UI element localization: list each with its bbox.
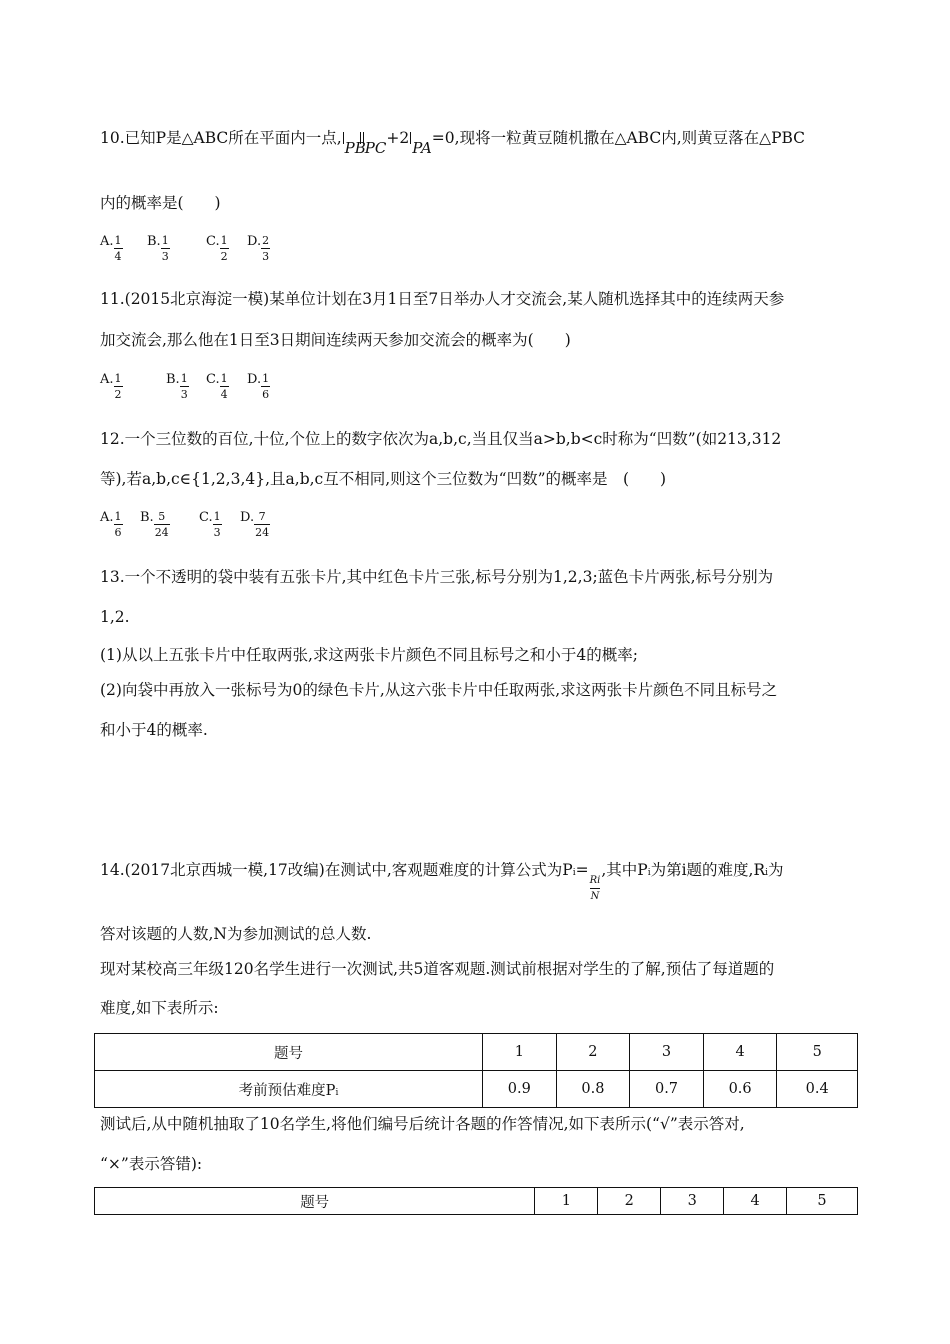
table-cell: 3 [661,1188,724,1215]
option-c: C. $\frac{1}{4}$ [206,372,228,401]
vector-pc: PC [364,139,387,157]
option-a: A. $\frac{1}{2}$ [100,372,122,401]
q13-line1: 13.一个不透明的袋中装有五张卡片,其中红色卡片三张,标号分别为1,2,3;蓝色卡片两张,标号分别为 [100,568,774,586]
q14-line4: 难度,如下表所示: [100,999,219,1017]
option-b: B. $\frac{1}{3}$ [166,372,188,401]
row-label-cell: 考前预估难度Pi [95,1071,483,1108]
option-d: D. $\frac{7}{24}$ [240,510,270,539]
q10-line2: 内的概率是( ) [100,194,221,212]
table-cell: 2 [556,1034,630,1071]
option-b: B. $\frac{5}{24}$ [140,510,169,539]
q14-line1: 14.(2017北京西城一模,17改编)在测试中,客观题难度的计算公式为Pi= $\frac{Ri}{N}$ ,其中Pi为第i题的难度,Ri为 [100,861,784,902]
q11-line1: 11.(2015北京海淀一模)某单位计划在3月1日至7日举办人才交流会,某人随机选择其中的连续两天参 [100,290,785,308]
option-c: C. $\frac{1}{2}$ [206,234,228,263]
table-row [95,1188,858,1215]
q10-text-a: 10.已知P是△ABC所在平面内一点, [100,129,342,147]
q13-part1: (1)从以上五张卡片中任取两张,求这两张卡片颜色不同且标号之和小于4的概率; [100,646,638,664]
option-c: C. $\frac{1}{3}$ [199,510,221,539]
q11-line2: 加交流会,那么他在1日至3日期间连续两天参加交流会的概率为( ) [100,331,571,349]
table-cell: 1 [483,1034,557,1071]
q14-line5: 测试后,从中随机抽取了10名学生,将他们编号后统计各题的作答情况,如下表所示(“√”表示答对, [100,1115,745,1133]
difficulty-table [94,1033,858,1108]
q12-line2: 等),若a,b,c∈{1,2,3,4},且a,b,c互不相同,则这个三位数为“凹数”的概率是 ( ) [100,470,667,488]
q13-line2: 1,2. [100,608,130,626]
table-cell: 1 [535,1188,598,1215]
header-label-cell: 题号 [95,1034,483,1071]
q13-part2-line1: (2)向袋中再放入一张标号为0的绿色卡片,从这六张卡片中任取两张,求这两张卡片颜色不同且标号之 [100,681,778,699]
answer-table [94,1187,858,1215]
q10-text-b: =0,现将一粒黄豆随机撒在△ABC内,则黄豆落在△PBC [431,129,806,147]
plus-two: +2 [386,129,410,147]
vector-pa: PA [412,139,432,157]
header-label-cell: 题号 [95,1188,535,1215]
option-a: A. $\frac{1}{4}$ [100,234,122,263]
table-cell: 0.6 [703,1071,777,1108]
q13-part2-line2: 和小于4的概率. [100,721,208,739]
table-cell: 5 [777,1034,858,1071]
table-row [95,1034,858,1071]
option-d: D. $\frac{1}{6}$ [247,372,270,401]
table-cell: 0.4 [777,1071,858,1108]
table-cell: 0.9 [483,1071,557,1108]
q10-line1 [100,128,806,157]
q14-line2: 答对该题的人数,N为参加测试的总人数. [100,925,372,943]
q14-line3: 现对某校高三年级120名学生进行一次测试,共5道客观题.测试前根据对学生的了解,预估了每道题的 [100,960,775,978]
q12-line1: 12.一个三位数的百位,十位,个位上的数字依次为a,b,c,当且仅当a>b,b<c时称为“凹数”(如213,312 [100,430,782,448]
table-row [95,1071,858,1108]
vector-pb: PB [344,139,366,157]
table-cell: 2 [598,1188,661,1215]
table-cell: 3 [630,1034,704,1071]
option-a: A. $\frac{1}{6}$ [100,510,122,539]
table-cell: 4 [724,1188,787,1215]
table-cell: 0.8 [556,1071,630,1108]
table-cell: 5 [787,1188,858,1215]
option-d: D. $\frac{2}{3}$ [247,234,270,263]
option-b: B. $\frac{1}{3}$ [147,234,169,263]
table-cell: 0.7 [630,1071,704,1108]
table-cell: 4 [703,1034,777,1071]
q14-line6: “×”表示答错): [100,1155,203,1173]
